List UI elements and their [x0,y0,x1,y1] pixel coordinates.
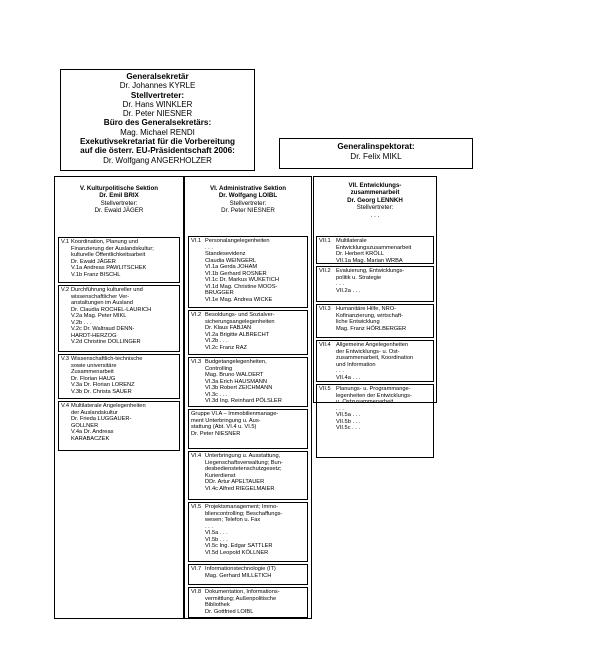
unit-code: V.2 [61,287,70,293]
unit-description: Besoldungs- und Sozialver- [205,312,275,318]
org-unit-box [316,236,434,264]
unit-line: der Auslandskultur [71,409,118,416]
unit-code: VII.3 [319,306,331,312]
org-unit-box [188,502,308,562]
unit-line: Kofinanzierung, wirtschaft- [336,312,404,319]
org-unit-box [188,409,308,449]
unit-line: V.2d Christine DOLLINGER [71,339,141,346]
unit-code: VI.1 [191,238,202,244]
unit-line: VI.3c . . . [205,391,228,398]
secretary-general-title: Generalsekretär [126,72,189,81]
unit-line: . . . [205,523,213,530]
org-unit-box [316,304,434,338]
exec-secretariat-title: Exekutivsekretariat für die Vorbereitung [79,137,235,147]
unit-code: VI.3 [191,359,202,365]
unit-code: VII.5 [319,386,331,392]
unit-line: wissenschaftlicher Ver- [71,293,130,300]
org-unit-box [58,285,180,352]
unit-line: VI.5a . . . [205,530,228,537]
unit-line: Liegenschaftsverwaltung; Bun- [205,459,283,466]
section-title: zusammenarbeit [350,189,400,197]
org-unit-box [188,451,308,500]
unit-line: VI.1a Gerda JOHAM [205,264,258,271]
deputy-name: Dr. Peter NIESNER [122,109,193,119]
section-v-header [55,185,183,215]
unit-line: zusammenarbeit, Koordination [336,355,414,362]
org-unit-box [316,384,434,458]
unit-line: VI.3d Ing. Reinhard PÖLSLER [205,398,282,405]
unit-line: V.3b Dr. Christa SAUER [71,388,132,395]
unit-line: Kurierdienst [205,472,236,479]
unit-code: VI.4 [191,453,202,459]
section-deputy: Dr. Peter NIESNER [221,207,275,215]
unit-description: Evaluierung, Entwicklungs- [336,268,405,274]
unit-line: V.1b Franz BISCHL [71,271,121,278]
office-title: Büro des Generalsekretärs: [103,118,212,128]
unit-line: KARABACZEK [71,435,110,442]
section-deputy-title: Stellvertreter: [229,199,267,207]
unit-code: V.1 [61,239,70,245]
unit-line: Mag. Bruno WALDERT [205,372,264,379]
section-vi-header [185,185,311,215]
unit-line: anstaltungen im Ausland [71,300,133,307]
section-head: Dr. Emil BRIX [99,192,139,200]
unit-code: V.4 [61,403,70,409]
unit-line: VI.1b Gerhard ROSNER [205,270,267,277]
unit-description: Gruppe VI.A – Immobilienmanage- [191,411,279,417]
unit-code: VII.1 [319,238,331,244]
unit-line: V.2a Mag. Peter MIKL [71,313,127,320]
unit-line: Dr. Gottfried LOIBL [205,608,254,615]
unit-line: Dr. Herbert KRÖLL [336,251,385,258]
unit-line: VII.2a . . . [336,287,361,294]
unit-line: VII.5c . . . [336,425,361,432]
unit-line: Entwicklungszusammenarbeit [336,244,412,251]
unit-line: ment Unterbringung u. Aus- [191,417,261,424]
unit-line: V.2c Dr. Waltraud DENN- [71,326,135,333]
section-title: V. Kulturpolitische Sektion [79,185,159,192]
unit-description: Projektsmanagement; Immo- [205,504,279,510]
unit-line: sicherungsangelegenheiten [205,318,275,325]
org-unit-box [58,401,180,451]
unit-line: VI.3b Robert ZEICHMANN [205,385,273,392]
section-deputy-title: Stellvertreter: [100,199,138,207]
org-unit-box [188,587,308,618]
unit-line: stattung (Abt. VI.4 u. VI.5) [191,424,257,431]
unit-description: Humanitäre Hilfe, NRO- [336,306,397,312]
deputy-title: Stellvertreter: [130,90,185,100]
unit-description: Koordination, Planung und [71,239,139,245]
org-unit-box [188,310,308,355]
secretary-general-name: Dr. Johannes KYRLE [119,81,196,91]
unit-line: Mag. Franz HÖRLBERGER [336,325,407,332]
org-unit-box [188,564,308,585]
unit-code: VI.7 [191,566,202,572]
org-unit-box [188,236,308,308]
unit-line: u. Ostzusammenarbeit [336,399,394,406]
unit-line: VII.1a Mag. Marian WRBA [336,257,403,264]
unit-line: VII.5b . . . [336,418,361,425]
unit-line: Dr. Florian HAUG [71,375,116,382]
unit-line: desbedienstetenschutzgesetz; [205,466,282,473]
unit-description: Informationstechnologie (IT) [205,566,276,572]
unit-description: Multilaterale Angelegenheiten [71,403,146,409]
unit-line: liche Entwicklung [336,319,380,326]
org-unit-box [316,340,434,382]
unit-line: wesen; Telefon u. Fax [205,517,261,524]
unit-description: Multilaterale [336,238,367,244]
org-unit-box [58,354,180,399]
section-head: Dr. Georg LENNKH [347,196,403,204]
unit-line: . . . [336,281,344,288]
unit-code: VII.4 [319,342,331,348]
deputy-name: Dr. Hans WINKLER [122,100,193,110]
unit-line: legenheiten der Entwicklungs- [336,392,412,399]
unit-description: Dokumentation, Informations- [205,589,280,595]
unit-line: VI.1e Mag. Andrea WICKE [205,296,273,303]
unit-description: Wissenschaftlich-technische [71,356,143,362]
exec-secretariat-name: Dr. Wolfgang ANGERHOLZER [103,155,212,165]
unit-line: Standesevidenz [205,251,246,258]
unit-line: vermittlung; Außenpolitische [205,595,277,602]
unit-line: VI.4c Alfred RIEGELMAIER [205,485,275,492]
unit-description: Durchführung kultureller und [71,287,143,293]
unit-line: und Information [336,361,376,368]
secretary-general-box [60,69,255,171]
unit-line: VI.5d Leopold KÖLLNER [205,549,269,556]
unit-line: VI.5b . . . [205,536,228,543]
unit-line: Dr. Peter NIESNER [191,430,241,437]
unit-line: HARDT-HERZOG [71,332,117,339]
unit-code: VI.5 [191,504,202,510]
unit-line: BRUGGER [205,290,234,297]
unit-description: Planungs- u. Programmange- [336,386,411,392]
unit-line: VI.1c Dr. Markus WUKETICH [205,277,279,284]
unit-line: . . . [205,244,213,251]
org-unit-box [188,357,308,407]
inspectorate-name: Dr. Felix MIKL [350,151,402,161]
unit-description: Personalangelegenheiten [205,238,270,244]
unit-line: Zusammenarbeit [71,369,114,376]
unit-line: V.3a Dr. Florian LORENZ [71,382,135,389]
org-unit-box [58,237,180,283]
unit-line: sowie universitäre [71,362,117,369]
section-deputy: . . . [370,211,380,219]
unit-line: Dr. Klaus FABJAN [205,325,252,332]
unit-line: . . . [336,368,344,375]
section-title: VII. Entwicklungs- [348,182,402,189]
unit-description: Unterbringung u. Ausstattung, [205,453,281,459]
unit-line: politik u. Strategie [336,274,382,281]
unit-line: kulturelle Öffentlichkeitsarbeit [71,252,146,259]
office-name: Mag. Michael RENDI [120,127,195,137]
section-head: Dr. Wolfgang LOIBL [218,192,278,200]
unit-line: VI.2c Franz RAZ [205,344,248,351]
unit-line: V.1a Andreas PAWLITSCHEK [71,265,147,272]
unit-line: VI.5c Ing. Edgar SATTLER [205,543,273,550]
unit-line: Dr. Frieda LUGGAUER- [71,416,132,423]
org-unit-box [316,266,434,302]
unit-line: V.4a Dr. Andreas [71,429,114,436]
unit-code: VI.2 [191,312,202,318]
unit-line: VI.2a Brigitte ALBRECHT [205,331,270,338]
unit-code: V.3 [61,356,70,362]
section-deputy-title: Stellvertreter: [356,204,394,212]
unit-line: Dr. Ewald JÄGER [71,258,116,265]
unit-code: VII.2 [319,268,331,274]
unit-line: V.2b . . . [71,319,92,326]
exec-secretariat-title: auf die österr. EU-Präsidentschaft 2006: [80,146,235,156]
unit-line: VI.2b . . . [205,338,228,345]
inspectorate-box [279,138,473,169]
section-vii-header [314,182,436,219]
unit-line: . . . [336,405,344,412]
inspectorate-title: Generalinspektorat: [337,142,415,151]
unit-line: Mag. Gerhard MILLETICH [205,572,272,579]
unit-code: VI.8 [191,589,202,595]
unit-line: Dr. Claudia ROCHEL-LAURICH [71,306,152,313]
unit-line: Controlling [205,365,233,372]
unit-line: Bibliothek [205,602,230,609]
unit-line: VII.4a . . . [336,374,361,381]
unit-line: der Entwicklungs- u. Ost- [336,348,400,355]
unit-description: Allgemeine Angelegenheiten [336,342,409,348]
unit-line: GOLLNER [71,422,99,429]
section-title: VI. Administrative Sektion [209,185,287,192]
unit-line: VI.3a Erich HAUSMANN [205,378,267,385]
unit-line: VII.5a . . . [336,412,361,419]
unit-line: DDr. Artur APELTAUER [205,479,265,486]
section-deputy: Dr. Ewald JÄGER [94,207,144,215]
unit-description: Budgetangelegenheiten, [205,359,267,365]
unit-line: VI.1d Mag. Christine MOOS- [205,283,278,290]
unit-line: bliencontrolling; Beschaffungs- [205,510,283,517]
unit-line: Claudia WEINGERL [205,257,257,264]
unit-line: Finanzierung der Auslandskultur; [71,245,154,252]
